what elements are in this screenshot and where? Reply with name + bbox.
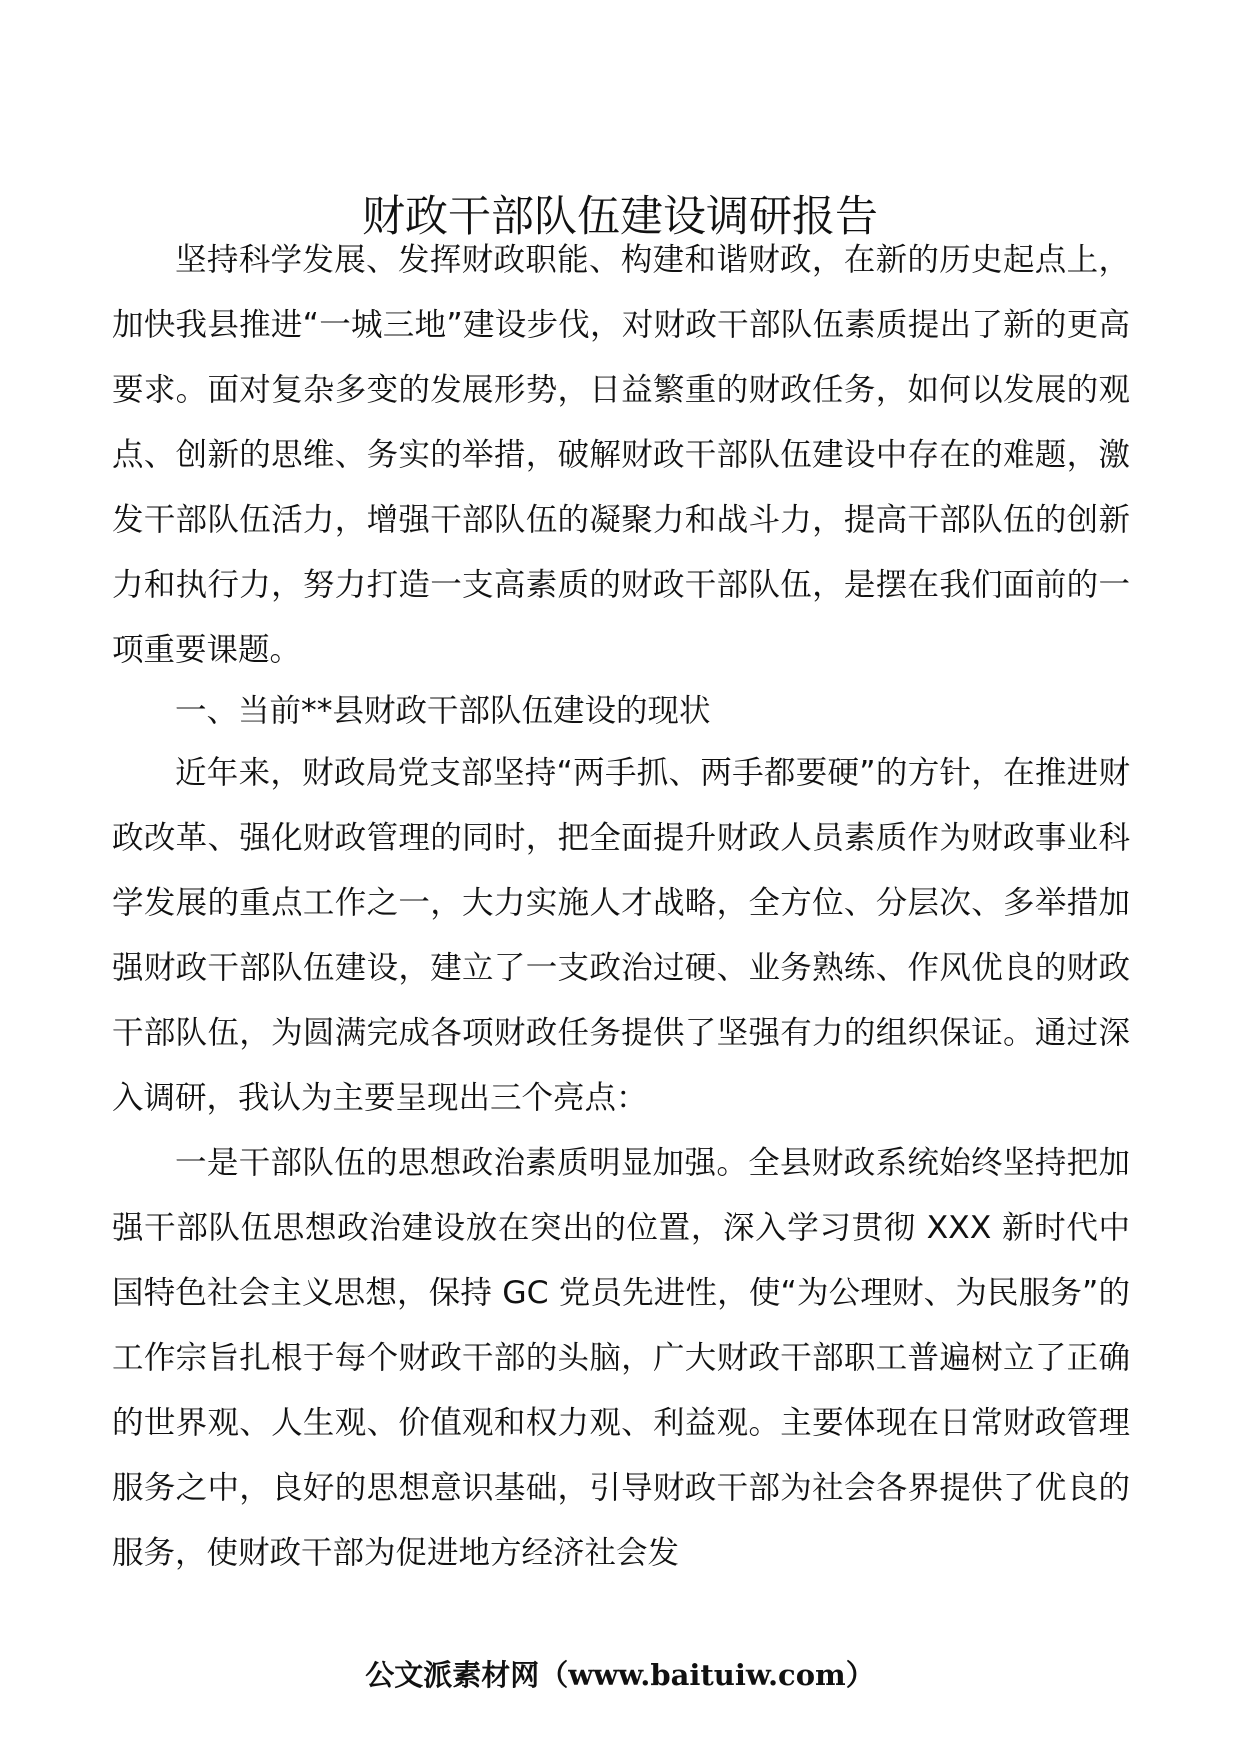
highlight-paragraph: 一是干部队伍的思想政治素质明显加强。全县财政系统始终坚持把加强干部队伍思想政治建设放在突出的位置，深入学习贯彻 XXX 新时代中国特色社会主义思想，保持 GC 党员先进性，使“为公理财、为民服务”的工作宗旨扎根于每个财政干部的头脑，广大财政干部职工普遍树立了正确的世界观、人生观、价值观和权力观、利益观。主要体现在日常财政管理服务之中，良好的思想意识基础，引导财政干部为社会各界提供了优良的服务，使财政干部为促进地方经济社会发 xyxy=(112,1145,1130,1571)
intro-paragraph: 坚持科学发展、发挥财政职能、构建和谐财政，在新的历史起点上，加快我县推进“一城三地”建设步伐，对财政干部队伍素质提出了新的更高要求。面对复杂多变的发展形势，日益繁重的财政任务，如何以发展的观点、创新的思维、务实的举措，破解财政干部队伍建设中存在的难题，激发干部队伍活力，增强干部队伍的凝聚力和战斗力，提高干部队伍的创新力和执行力，努力打造一支高素质的财政干部队伍，是摆在我们面前的一项重要课题。 xyxy=(112,242,1130,668)
footer-watermark: 公文派素材网（www.baituiw.com） xyxy=(365,1658,875,1692)
document-body xyxy=(112,228,1130,1586)
status-paragraph: 近年来，财政局党支部坚持“两手抓、两手都要硬”的方针，在推进财政改革、强化财政管理的同时，把全面提升财政人员素质作为财政事业科学发展的重点工作之一，大力实施人才战略，全方位、分层次、多举措加强财政干部队伍建设，建立了一支政治过硬、业务熟练、作风优良的财政干部队伍，为圆满完成各项财政任务提供了坚强有力的组织保证。通过深入调研，我认为主要呈现出三个亮点： xyxy=(112,755,1130,1116)
document-title: 财政干部队伍建设调研报告 xyxy=(362,191,878,242)
section-heading: 一、当前**县财政干部队伍建设的现状 xyxy=(175,693,711,729)
